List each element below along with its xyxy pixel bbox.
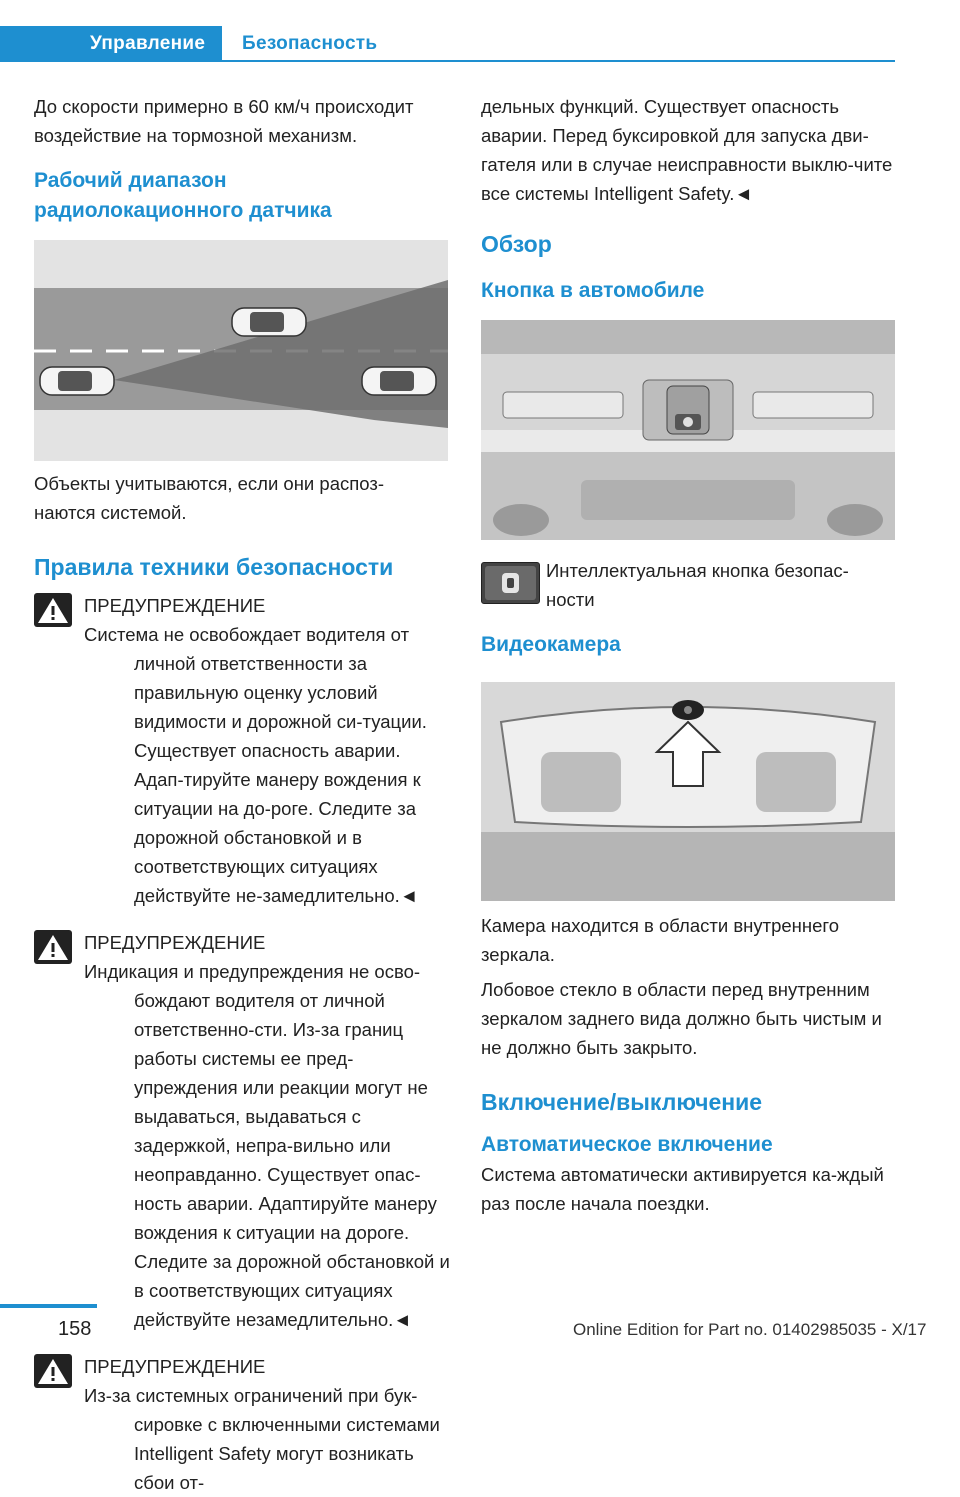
radar-range-image	[34, 240, 448, 461]
safety-heading: Правила техники безопасности	[34, 554, 394, 580]
tab-control-label: Управление	[90, 33, 206, 54]
intro-text: До скорости примерно в 60 км/ч происходит воздействие на тормозной механизм.	[34, 96, 414, 146]
camera-image	[481, 682, 895, 901]
radar-range-illustration	[34, 240, 448, 461]
camera-illustration	[481, 682, 895, 901]
overview-heading: Обзор	[481, 231, 552, 257]
camera-text-2: Лобовое стекло в области перед внутренним зеркалом заднего вида должно быть чистым и не должно быть закрыто.	[481, 979, 882, 1058]
car-right	[362, 367, 436, 395]
warning-triangle-icon	[34, 1354, 72, 1388]
dashboard-illustration	[481, 320, 895, 540]
warning-2	[34, 928, 450, 1334]
left-column	[34, 92, 450, 1497]
camera-heading: Видеокамера	[481, 633, 621, 656]
continuation-text: дельных функций. Существует опасность аварии. Перед буксировкой для запуска дви-гателя или в случае неисправности выклю-чите все системы Intelligent Safety.◄	[481, 96, 893, 204]
button-legend	[481, 556, 897, 620]
tab-safety-label: Безопасность	[242, 33, 378, 54]
safety-button-icon	[481, 562, 540, 604]
car-left	[40, 367, 114, 395]
car-top	[232, 308, 306, 336]
auto-text: Система автоматически активируется ка-ждый раз после начала поездки.	[481, 1164, 884, 1214]
radar-caption: Объекты учитываются, если они распоз-наются системой.	[34, 473, 384, 523]
header-tabs	[0, 26, 895, 62]
warning-1	[34, 591, 450, 910]
page-number: 158	[58, 1318, 92, 1340]
tab-safety[interactable]	[222, 26, 895, 62]
dashboard-button-image	[481, 320, 895, 540]
onoff-heading: Включение/выключение	[481, 1089, 763, 1115]
button-heading: Кнопка в автомобиле	[481, 279, 705, 302]
camera-text-1: Камера находится в области внутреннего зеркала.	[481, 915, 840, 965]
warning-triangle-icon	[34, 930, 72, 964]
warning-title: ПРЕДУПРЕЖДЕНИЕ	[84, 595, 266, 616]
footer-edition: Online Edition for Part no. 01402985035 - X/17	[573, 1320, 927, 1339]
warning-text: Из-за системных ограничений при бук-сировке с включенными системами Intelligent Safety могут возникать сбои от-	[84, 1385, 440, 1493]
warning-triangle-icon	[34, 593, 72, 627]
warning-title: ПРЕДУПРЕЖДЕНИЕ	[84, 932, 266, 953]
warning-text: Индикация и предупреждения не осво-бождают водителя от личной ответственно-сти. Из-за границ работы системы ее пред-упреждения или реакции могут не выдаваться, выдаваться с задержкой, непра-вильно или неоправданно. Существует опас-ность аварии. Адаптируйте манеру вождения к ситуации на дороге. Следите за дорожной обстановкой и в соответствующих ситуациях действуйте незамедлительно.◄	[84, 961, 450, 1330]
button-caption: Интеллектуальная кнопка безопас-ности	[546, 560, 849, 610]
warning-text: Система не освобождает водителя от личной ответственности за правильную оценку условий видимости и дорожной си-туации. Существует опасность аварии. Адап-тируйте манеру вождения к ситуации на до-роге. Следите за дорожной обстановкой и в соответствующих ситуациях действуйте не-замедлительно.◄	[84, 624, 427, 906]
right-column	[481, 92, 897, 1218]
auto-heading: Автоматическое включение	[481, 1133, 773, 1156]
tab-control[interactable]	[0, 26, 222, 62]
warning-3	[34, 1352, 450, 1497]
footer-accent-line	[0, 1304, 97, 1308]
warning-title: ПРЕДУПРЕЖДЕНИЕ	[84, 1356, 266, 1377]
radar-heading: Рабочий диапазон радиолокационного датчика	[34, 169, 332, 222]
